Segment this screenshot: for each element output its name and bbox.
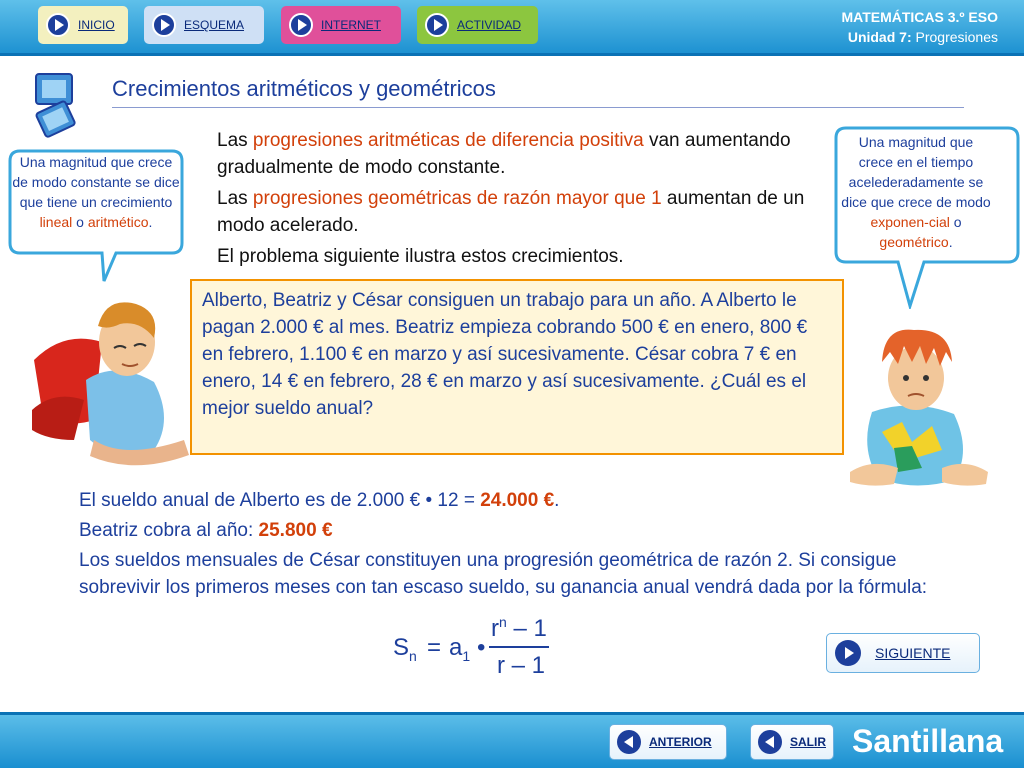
answer-text-run: El sueldo anual de Alberto es de 2.000 € • 12 = [79, 490, 481, 511]
salir-button[interactable] [750, 724, 834, 760]
bubble-text-run: o [72, 214, 88, 230]
bubble-highlight: aritmético [87, 214, 149, 230]
intro-highlight: progresiones geométricas de razón mayor que 1 [252, 188, 662, 209]
fraction-bar [489, 646, 549, 648]
course-title: MATEMÁTICAS 3.º ESO [841, 9, 998, 25]
answers-text [79, 487, 959, 604]
nav-actividad-label: ACTIVIDAD [457, 18, 522, 32]
bubble-highlight: exponen-cial [870, 214, 950, 230]
intro-text-run: van aumentando gradualmente de modo constante. [217, 130, 791, 178]
formula-symbol: r [491, 615, 499, 642]
problem-text: Alberto, Beatriz y César consiguen un trabajo para un año. A Alberto le pagan 2.000 € al mes. Beatriz empieza cobrando 500 € en enero, 800 € en febrero, 1.100 € en marzo y así sucesivamente. César cobra 7 € en enero, 14 € en febrero, 28 € en marzo y así sucesivamente. ¿Cuál es el mejor sueldo anual? [202, 290, 808, 419]
answer-alberto [79, 487, 959, 514]
formula-denominator: r – 1 [497, 652, 546, 679]
bubble-left-text [12, 152, 180, 232]
course-header [841, 7, 998, 47]
intro-paragraph [217, 127, 807, 181]
nav-actividad-button[interactable] [417, 6, 538, 44]
siguiente-button[interactable] [826, 633, 980, 673]
formula-lhs [393, 634, 417, 664]
nav-internet-button[interactable] [281, 6, 401, 44]
answer-value: 24.000 € [480, 490, 555, 511]
anterior-label: ANTERIOR [649, 735, 712, 749]
intro-text-run: Las [217, 130, 253, 151]
answer-value: 25.800 € [258, 520, 333, 541]
answer-cesar: Los sueldos mensuales de César constituyen una progresión geométrica de razón 2. Si consigue sobrevivir los primeros meses con tan escaso sueldo, su ganancia anual vendrá dada por la fórmula: [79, 550, 928, 598]
answer-beatriz [79, 517, 959, 544]
boy-character-illustration [24, 290, 194, 480]
back-icon [758, 730, 782, 754]
formula-subscript: 1 [462, 647, 471, 664]
formula-symbol: – 1 [506, 615, 547, 642]
formula-dot: • [477, 634, 486, 661]
play-icon [835, 640, 861, 666]
intro-text-run: Las [217, 188, 253, 209]
bubble-highlight: geométrico [879, 234, 949, 250]
nav-esquema-label: ESQUEMA [184, 18, 245, 32]
formula-numerator [491, 614, 547, 643]
play-icon [289, 13, 313, 37]
answer-text-run: . [554, 490, 560, 511]
unit-name: Progresiones [915, 29, 998, 45]
bubble-right-text [840, 132, 992, 252]
bubble-text-run: o [949, 214, 962, 230]
nav-inicio-button[interactable] [38, 6, 128, 44]
bubble-text-run: . [948, 234, 953, 250]
nav-internet-label: INTERNET [321, 18, 381, 32]
boy-character-illustration [842, 322, 992, 492]
unit-label: Unidad 7: [847, 29, 912, 45]
formula-superscript: n [499, 614, 507, 630]
santillana-logo: Santillana [852, 723, 1004, 759]
play-icon [425, 13, 449, 37]
play-icon [152, 13, 176, 37]
page-title: Crecimientos aritméticos y geométricos [112, 76, 496, 101]
intro-paragraph [217, 185, 807, 239]
anterior-button[interactable] [609, 724, 727, 760]
problem-statement-box [190, 279, 844, 455]
formula-a1 [449, 634, 470, 664]
formula [393, 612, 573, 684]
bubble-highlight: lineal [39, 214, 73, 230]
nav-inicio-label: INICIO [78, 18, 115, 32]
formula-symbol: a [449, 634, 463, 661]
bubble-text-run: Una magnitud que crece en el tiempo acelederadamente se dice que crece de modo [841, 134, 991, 210]
back-icon [617, 730, 641, 754]
intro-text [217, 127, 807, 274]
formula-equals: = [427, 634, 442, 661]
bubble-text-run: Una magnitud que crece de modo constante se dice que tiene un crecimiento [12, 154, 180, 210]
formula-symbol: S [393, 634, 410, 661]
formula-subscript: n [409, 647, 417, 664]
title-divider [112, 107, 964, 108]
salir-label: SALIR [790, 735, 826, 749]
siguiente-label: SIGUIENTE [875, 645, 951, 661]
nav-esquema-button[interactable] [144, 6, 264, 44]
intro-text-run: aumentan de un modo acelerado. [217, 188, 805, 236]
answer-text-run: Beatriz cobra al año: [79, 520, 259, 541]
bubble-text-run: . [148, 214, 153, 230]
play-icon [46, 13, 70, 37]
intro-paragraph: El problema siguiente ilustra estos crecimientos. [217, 246, 624, 267]
section-icon [30, 70, 82, 142]
intro-highlight: progresiones aritméticas de diferencia positiva [252, 130, 644, 151]
